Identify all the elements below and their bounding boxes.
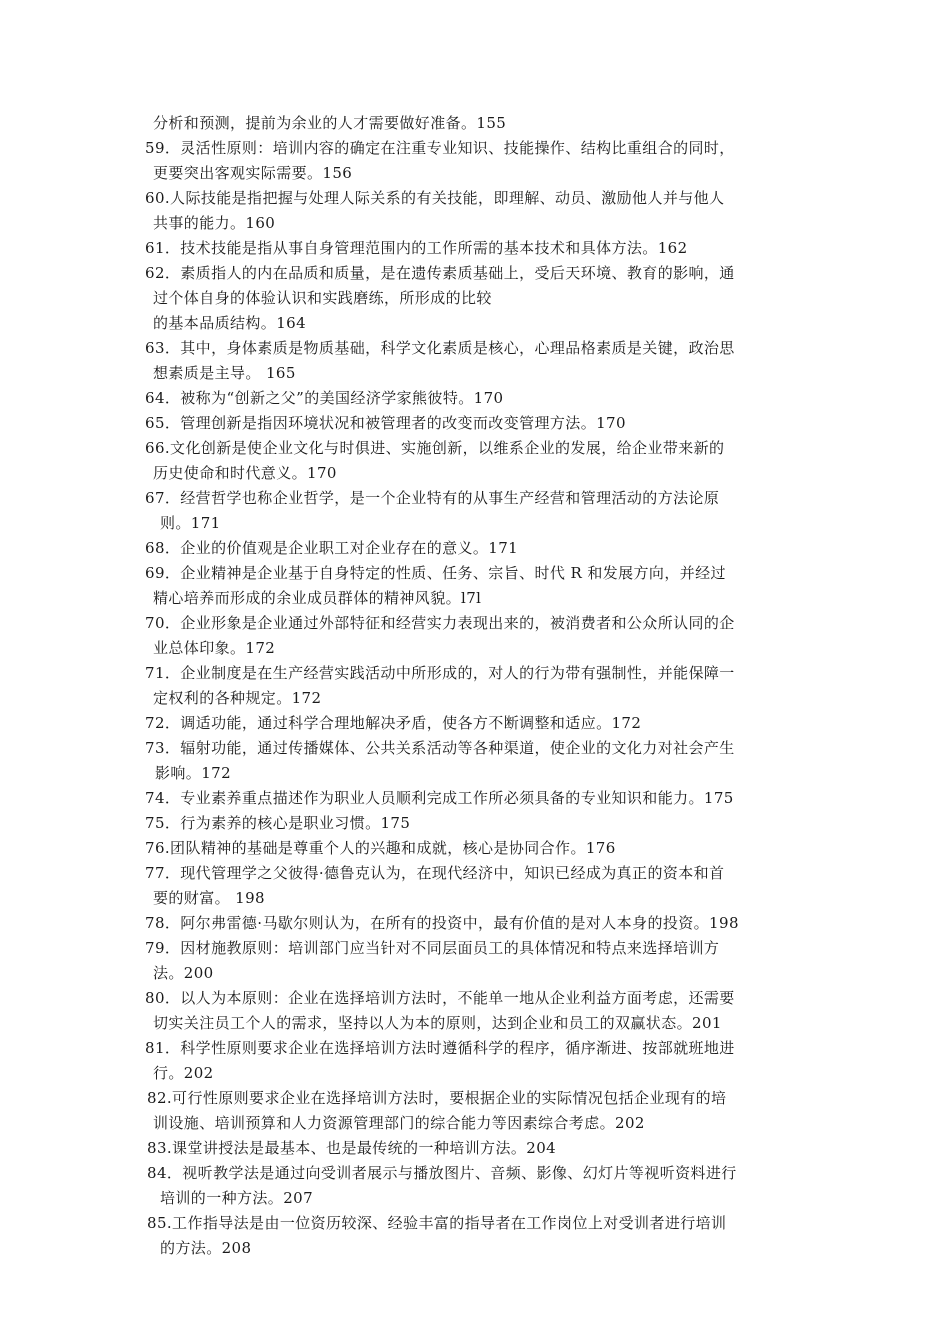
text-line: 切实关注员工个人的需求，坚持以人为本的原则，达到企业和员工的双赢状态。201	[153, 1014, 722, 1032]
text-line: 61．技术技能是指从事自身管理范围内的工作所需的基本技术和具体方法。162	[145, 239, 688, 257]
text-line: 75．行为素养的核心是职业习惯。175	[145, 814, 411, 832]
text-line: 70．企业形象是企业通过外部特征和经营实力表现出来的，被消费者和公众所认同的企	[145, 614, 735, 632]
text-line: 过个体自身的体验认识和实践磨练，所形成的比较	[153, 289, 492, 307]
text-line: 83.课堂讲授法是最基本、也是最传统的一种培训方法。204	[147, 1139, 557, 1157]
text-line: 影响。172	[155, 764, 232, 782]
text-line: 68．企业的价值观是企业职工对企业存在的意义。171	[145, 539, 519, 557]
text-line: 的基本品质结构。164	[153, 314, 307, 332]
text-line: 80．以人为本原则：企业在选择培训方法时，不能单一地从企业利益方面考虑，还需要	[145, 989, 735, 1007]
text-line: 63．其中，身体素质是物质基础，科学文化素质是核心，心理品格素质是关键，政治思	[145, 339, 735, 357]
text-line: 79．因材施教原则：培训部门应当针对不同层面员工的具体情况和特点来选择培训方	[145, 939, 720, 957]
text-line: 59．灵活性原则：培训内容的确定在注重专业知识、技能操作、结构比重组合的同时，	[145, 139, 735, 157]
text-line: 定权利的各种规定。172	[153, 689, 322, 707]
text-line: 历史使命和时代意义。170	[153, 464, 337, 482]
text-line: 想素质是主导。 165	[153, 364, 296, 382]
text-line: 64．被称为“创新之父”的美国经济学家熊彼特。170	[145, 389, 504, 407]
text-line: 85.工作指导法是由一位资历较深、经验丰富的指导者在工作岗位上对受训者进行培训	[147, 1214, 727, 1232]
text-line: 81．科学性原则要求企业在选择培训方法时遵循科学的程序，循序渐进、按部就班地进	[145, 1039, 735, 1057]
text-line: 要的财富。 198	[153, 889, 265, 907]
text-line: 66.文化创新是使企业文化与时俱进、实施创新，以维系企业的发展，给企业带来新的	[145, 439, 725, 457]
text-line: 72．调适功能，通过科学合理地解决矛盾，使各方不断调整和适应。172	[145, 714, 642, 732]
text-line: 行。202	[153, 1064, 214, 1082]
text-line: 的方法。208	[160, 1239, 252, 1257]
text-line: 60.人际技能是指把握与处理人际关系的有关技能，即理解、动员、激励他人并与他人	[145, 189, 725, 207]
text-line: 71．企业制度是在生产经营实践活动中所形成的，对人的行为带有强制性，并能保障一	[145, 664, 735, 682]
text-line: 77．现代管理学之父彼得·德鲁克认为，在现代经济中，知识已经成为真正的资本和首	[145, 864, 725, 882]
text-line: 则。171	[160, 514, 221, 532]
text-line: 67．经营哲学也称企业哲学，是一个企业特有的从事生产经营和管理活动的方法论原	[145, 489, 720, 507]
text-line: 共事的能力。160	[153, 214, 276, 232]
text-line: 培训的一种方法。207	[160, 1189, 314, 1207]
text-line: 法。200	[153, 964, 214, 982]
text-line: 更要突出客观实际需要。156	[153, 164, 353, 182]
text-line: 73．辐射功能，通过传播媒体、公共关系活动等各种渠道，使企业的文化力对社会产生	[145, 739, 735, 757]
text-line: 训设施、培训预算和人力资源管理部门的综合能力等因素综合考虑。202	[153, 1114, 645, 1132]
text-line: 84．视听教学法是通过向受训者展示与播放图片、音频、影像、幻灯片等视听资料进行	[147, 1164, 737, 1182]
text-line: 精心培养而形成的余业成员群体的精神风貌。l7l	[153, 589, 482, 607]
text-line: 业总体印象。172	[153, 639, 276, 657]
text-line: 78．阿尔弗雷德·马歇尔则认为，在所有的投资中，最有价值的是对人本身的投资。198	[145, 914, 739, 932]
text-line: 74．专业素养重点描述作为职业人员顺利完成工作所必须具备的专业知识和能力。175	[145, 789, 734, 807]
text-line: 62．素质指人的内在品质和质量，是在遗传素质基础上，受后天环境、教育的影响，通	[145, 264, 735, 282]
text-line: 69．企业精神是企业基于自身特定的性质、任务、宗旨、时代 R 和发展方向，并经过	[145, 564, 726, 582]
text-line: 分析和预测，提前为余业的人才需要做好准备。155	[153, 114, 507, 132]
text-line: 76.团队精神的基础是尊重个人的兴趣和成就，核心是协同合作。176	[145, 839, 616, 857]
text-line: 65．管理创新是指因环境状况和被管理者的改变而改变管理方法。170	[145, 414, 626, 432]
text-line: 82.可行性原则要求企业在选择培训方法时，要根据企业的实际情况包括企业现有的培	[147, 1089, 727, 1107]
document-page	[0, 111, 950, 1261]
